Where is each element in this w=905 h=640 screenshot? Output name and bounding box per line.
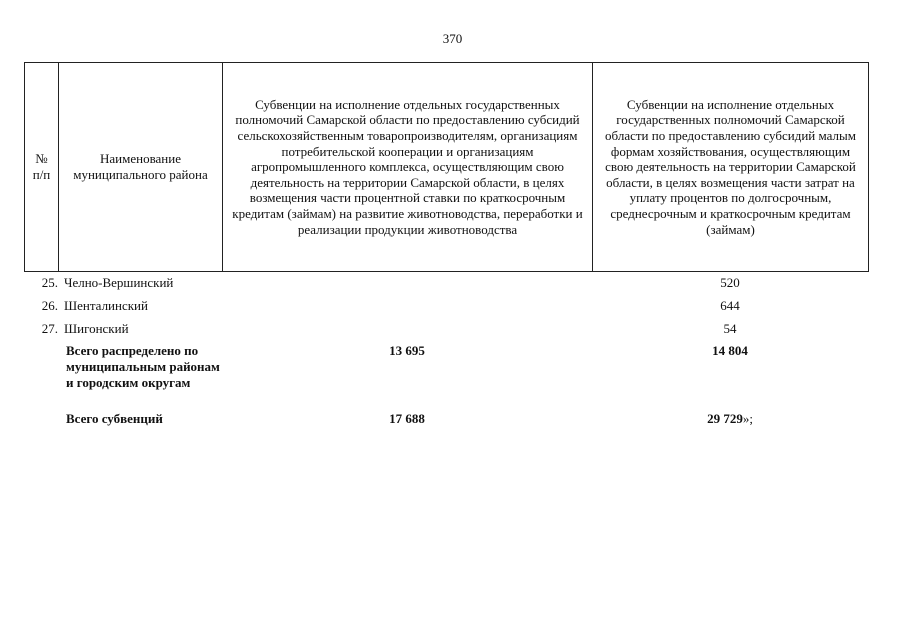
table-body	[24, 272, 868, 431]
row-value-small-business: 54	[723, 321, 737, 336]
row-number: 25.	[41, 275, 58, 290]
row-district-name: Челно-Вершинский	[64, 275, 174, 290]
row-district-name: Шигонский	[64, 321, 129, 336]
total-grants-small-business-cell	[592, 411, 868, 427]
closing-quote-mark: »;	[742, 411, 753, 426]
row-district-name: Шенталинский	[64, 298, 148, 313]
table-row	[24, 272, 868, 295]
total-distributed-row	[24, 341, 868, 409]
table-header	[24, 62, 869, 272]
table-row	[24, 318, 868, 341]
row-number: 26.	[41, 298, 58, 313]
header-district-name: Наименование муниципального района	[59, 63, 223, 272]
total-grants-row	[24, 409, 868, 431]
total-distributed-small-business: 14 804	[712, 343, 748, 358]
total-grants-small-business: 29 729	[707, 411, 743, 426]
header-grant-small-business: Субвенции на исполнение отдельных государственных полномочий Самарской области по предоставлению субсидий малым формам хозяйствования, осуществляющим свою деятельность на территории Самарской области, в целях возмещения части затрат на уплату процентов по долгосрочным, среднесрочным и краткосрочным кредитам (займам)	[593, 63, 869, 272]
row-value-small-business: 520	[720, 275, 740, 290]
total-grants-label: Всего субвенций	[66, 411, 163, 426]
total-distributed-label: Всего распределено по муниципальным районам и городским округам	[66, 343, 220, 390]
row-number: 27.	[41, 321, 58, 336]
total-grants-livestock: 17 688	[389, 411, 425, 426]
row-value-small-business: 644	[720, 298, 740, 313]
header-number: № п/п	[25, 63, 59, 272]
total-distributed-livestock: 13 695	[389, 343, 425, 358]
header-grant-livestock: Субвенции на исполнение отдельных государственных полномочий Самарской области по предоставлению субсидий сельскохозяйственным товаропроизводителям, организациям потребительской кооперации и организациям агропромышленного комплекса, осуществляющим свою деятельность на территории Самарской области, в целях возмещения части процентной ставки по краткосрочным кредитам (займам) на развитие животноводства, переработки и реализации продукции животноводства	[223, 63, 593, 272]
page-number: 370	[442, 31, 463, 46]
table-row	[24, 295, 868, 318]
